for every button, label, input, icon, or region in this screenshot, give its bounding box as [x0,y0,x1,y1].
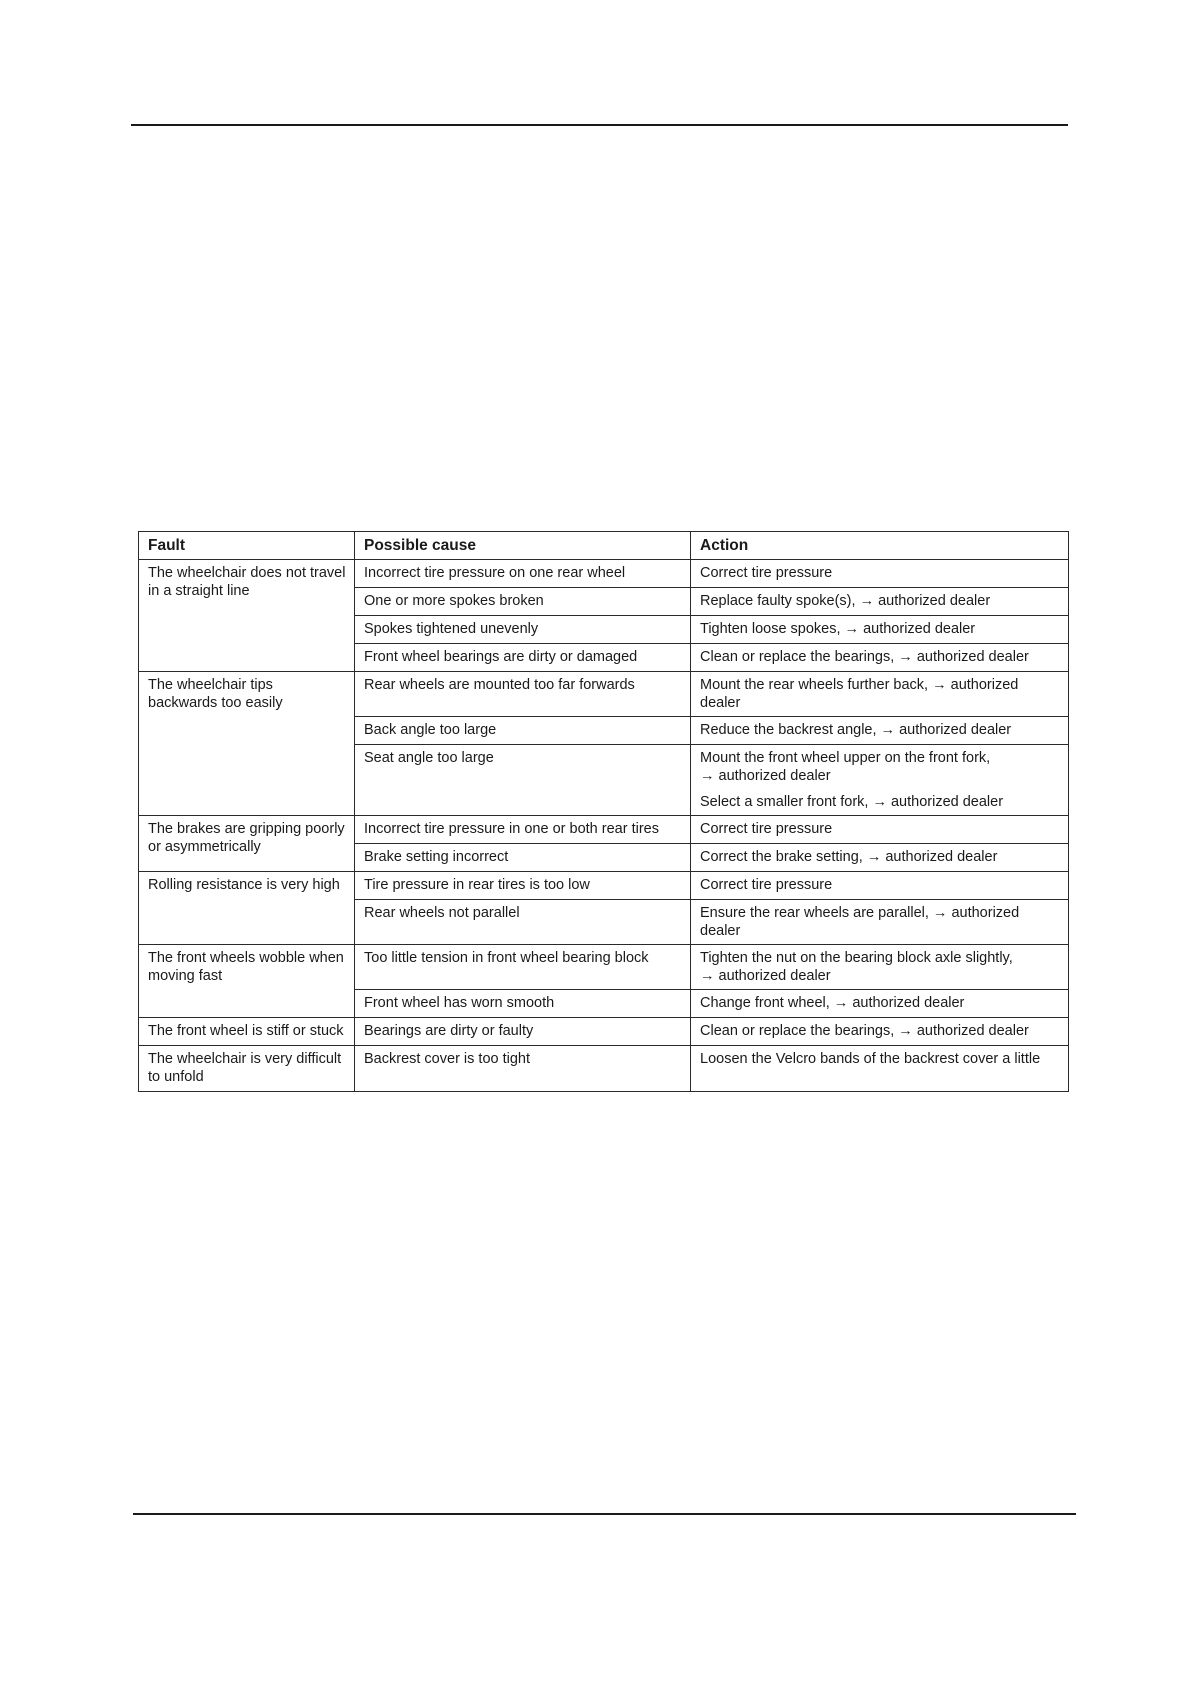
cause-cell: Tire pressure in rear tires is too low [355,872,691,900]
cause-cell: Incorrect tire pressure in one or both rear tires [355,816,691,844]
fault-cell: The wheelchair does not travel in a straight line [139,560,355,672]
column-header-action: Action [691,532,1069,560]
action-cell [691,745,1069,816]
action-cell: Correct the brake setting, → authorized dealer [691,844,1069,872]
action-cell: Tighten loose spokes, → authorized dealer [691,616,1069,644]
action-cell: Clean or replace the bearings, → authorized dealer [691,644,1069,672]
cause-cell: Back angle too large [355,717,691,745]
table-row [139,872,1069,900]
header-rule [131,124,1068,126]
cause-cell: Incorrect tire pressure on one rear wheel [355,560,691,588]
fault-cell: The front wheel is stiff or stuck [139,1018,355,1046]
action-cell: Correct tire pressure [691,816,1069,844]
column-header-fault: Fault [139,532,355,560]
action-cell: Reduce the backrest angle, → authorized dealer [691,717,1069,745]
table-header-row [139,532,1069,560]
action-cell: Change front wheel, → authorized dealer [691,990,1069,1018]
action-cell: Replace faulty spoke(s), → authorized dealer [691,588,1069,616]
footer-rule [133,1513,1076,1515]
table-row [139,945,1069,990]
cause-cell: Too little tension in front wheel bearing block [355,945,691,990]
cause-cell: One or more spokes broken [355,588,691,616]
action-cell: Correct tire pressure [691,872,1069,900]
fault-cell: The wheelchair tips backwards too easily [139,672,355,816]
action-line-group [700,749,1060,785]
fault-cell: The wheelchair is very difficult to unfold [139,1046,355,1092]
action-line: → authorized dealer [700,768,831,784]
action-cell: Ensure the rear wheels are parallel, → authorized dealer [691,900,1069,945]
action-line: Select a smaller front fork, → authorized dealer [700,794,1004,810]
troubleshooting-table [138,531,1069,1092]
table-row [139,1018,1069,1046]
table-row [139,816,1069,844]
table-row [139,560,1069,588]
column-header-possible-cause: Possible cause [355,532,691,560]
cause-cell: Seat angle too large [355,745,691,816]
fault-cell: The brakes are gripping poorly or asymmetrically [139,816,355,872]
action-cell [691,945,1069,990]
action-line: Mount the front wheel upper on the front fork, [700,750,991,766]
action-cell: Mount the rear wheels further back, → authorized dealer [691,672,1069,717]
action-cell: Loosen the Velcro bands of the backrest cover a little [691,1046,1069,1092]
cause-cell: Rear wheels are mounted too far forwards [355,672,691,717]
cause-cell: Front wheel has worn smooth [355,990,691,1018]
fault-cell: The front wheels wobble when moving fast [139,945,355,1018]
action-line: Tighten the nut on the bearing block axle slightly, [700,950,1013,966]
action-cell: Correct tire pressure [691,560,1069,588]
fault-cell: Rolling resistance is very high [139,872,355,945]
cause-cell: Bearings are dirty or faulty [355,1018,691,1046]
cause-cell: Rear wheels not parallel [355,900,691,945]
cause-cell: Brake setting incorrect [355,844,691,872]
action-cell: Clean or replace the bearings, → authorized dealer [691,1018,1069,1046]
table-row [139,672,1069,717]
cause-cell: Backrest cover is too tight [355,1046,691,1092]
cause-cell: Spokes tightened unevenly [355,616,691,644]
cause-cell: Front wheel bearings are dirty or damaged [355,644,691,672]
action-line: → authorized dealer [700,968,831,984]
table-row [139,1046,1069,1092]
